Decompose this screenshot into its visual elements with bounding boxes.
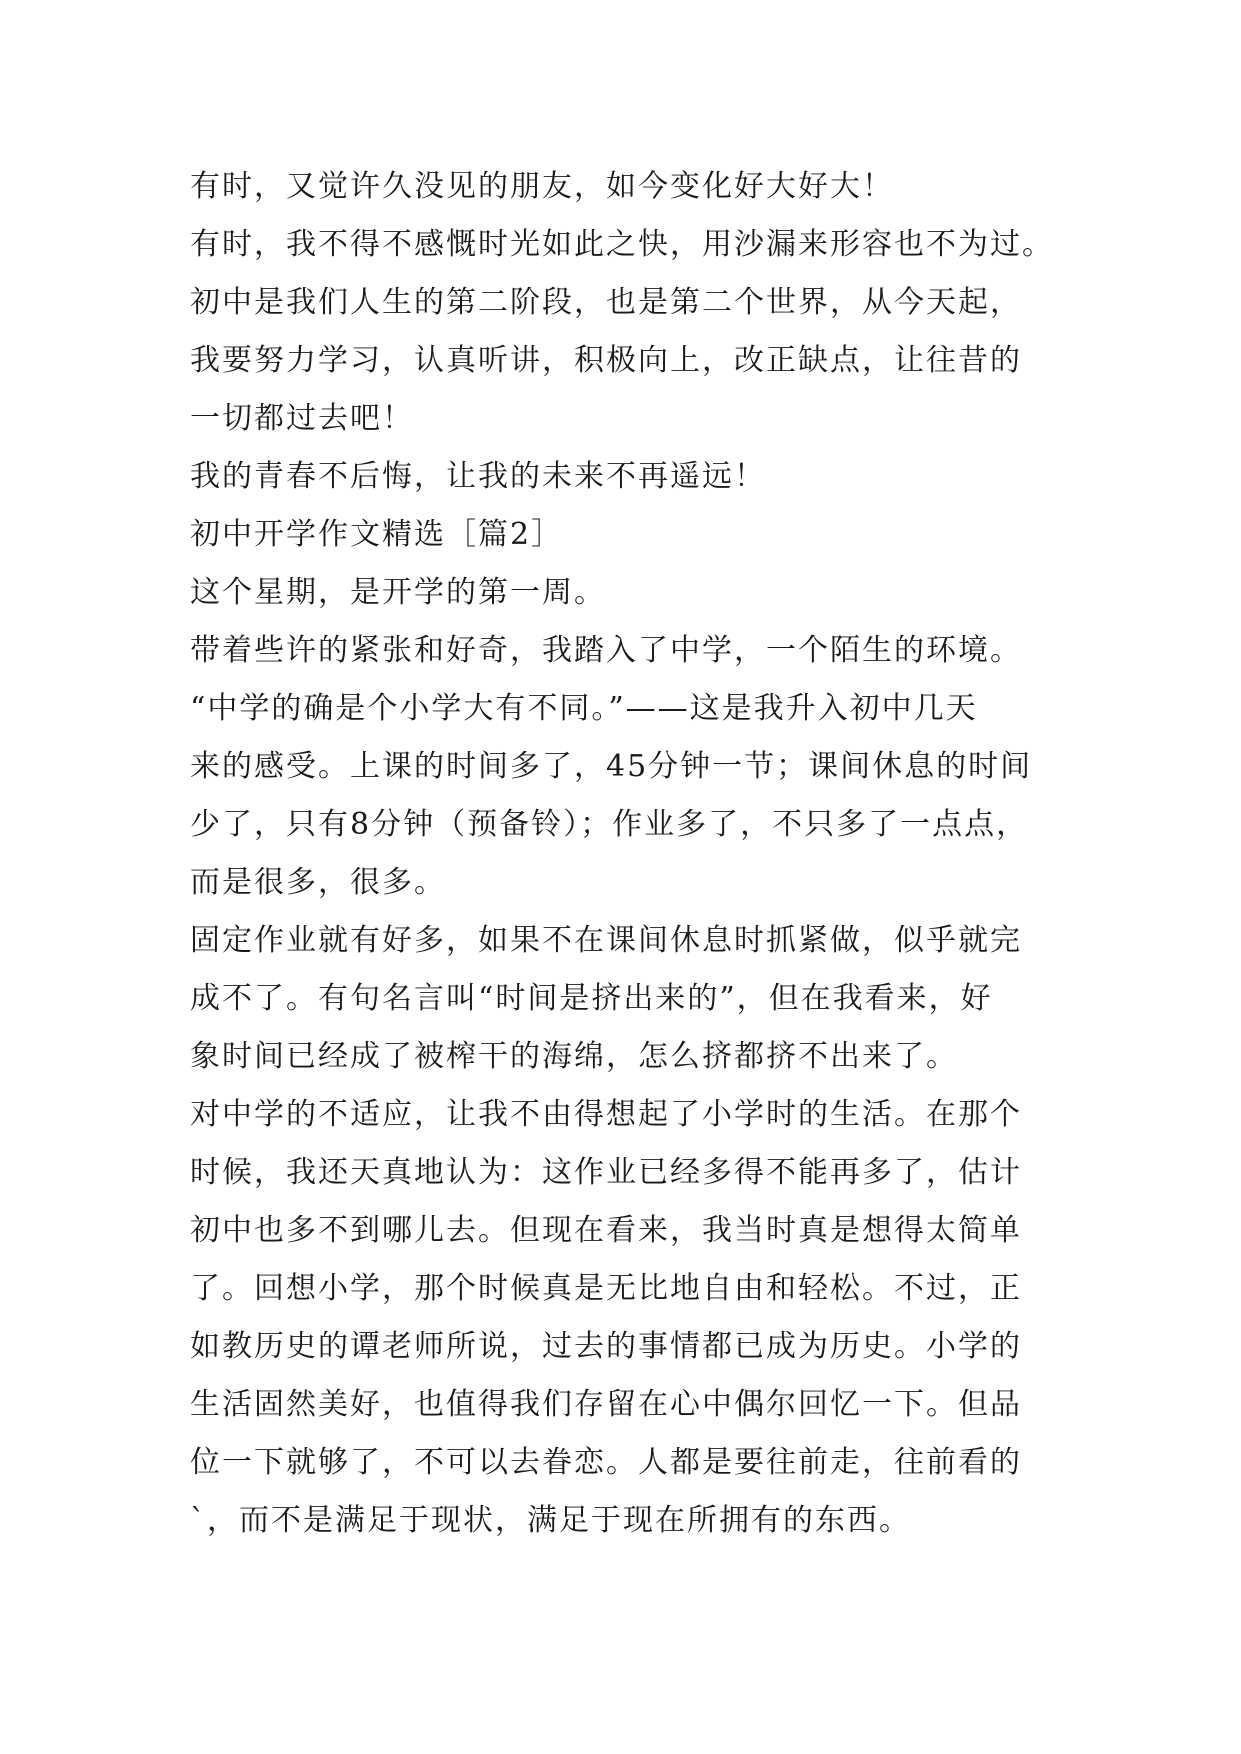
text-line-6: 我的青春不后悔，让我的未来不再遥远！ [190, 459, 766, 494]
text-line-2: 有时，我不得不感慨时光如此之快，用沙漏来形容也不为过。 [190, 227, 1054, 262]
section-heading: 初中开学作文精选［篇2］ [190, 517, 564, 552]
text-line-20: 了。回想小学，那个时候真是无比地自由和轻松。不过，正 [190, 1271, 1022, 1306]
text-line-1: 有时，又觉许久没见的朋友，如今变化好大好大！ [190, 169, 894, 204]
text-line-17: 对中学的不适应，让我不由得想起了小学时的生活。在那个 [190, 1097, 1022, 1132]
text-line-10: “中学的确是个小学大有不同。”——这是我升入初中几天 [190, 691, 978, 726]
text-line-13: 而是很多，很多。 [190, 865, 446, 900]
text-line-8: 这个星期，是开学的第一周。 [190, 575, 606, 610]
text-line-22: 生活固然美好，也值得我们存留在心中偶尔回忆一下。但品 [190, 1387, 1022, 1422]
text-line-12: 少了，只有8分钟（预备铃）；作业多了，不只多了一点点， [190, 807, 1029, 842]
text-line-23: 位一下就够了，不可以去眷恋。人都是要往前走，往前看的 [190, 1445, 1022, 1480]
text-line-24: `，而不是满足于现状，满足于现在所拥有的东西。 [190, 1503, 911, 1538]
text-line-18: 时候，我还天真地认为：这作业已经多得不能再多了，估计 [190, 1155, 1022, 1190]
text-line-9: 带着些许的紧张和好奇，我踏入了中学，一个陌生的环境。 [190, 633, 1022, 668]
text-line-16: 象时间已经成了被榨干的海绵，怎么挤都挤不出来了。 [190, 1039, 958, 1074]
text-line-21: 如教历史的谭老师所说，过去的事情都已成为历史。小学的 [190, 1329, 1022, 1364]
text-line-19: 初中也多不到哪儿去。但现在看来，我当时真是想得太简单 [190, 1213, 1022, 1248]
text-line-15: 成不了。有句名言叫“时间是挤出来的”，但在我看来，好 [190, 981, 993, 1016]
text-line-5: 一切都过去吧！ [190, 401, 414, 436]
text-line-4: 我要努力学习，认真听讲，积极向上，改正缺点，让往昔的 [190, 343, 1022, 378]
text-line-14: 固定作业就有好多，如果不在课间休息时抓紧做，似乎就完 [190, 923, 1022, 958]
text-line-3: 初中是我们人生的第二阶段，也是第二个世界，从今天起， [190, 285, 1022, 320]
text-line-11: 来的感受。上课的时间多了，45分钟一节；课间休息的时间 [190, 749, 1033, 784]
document-body [190, 158, 1090, 1550]
